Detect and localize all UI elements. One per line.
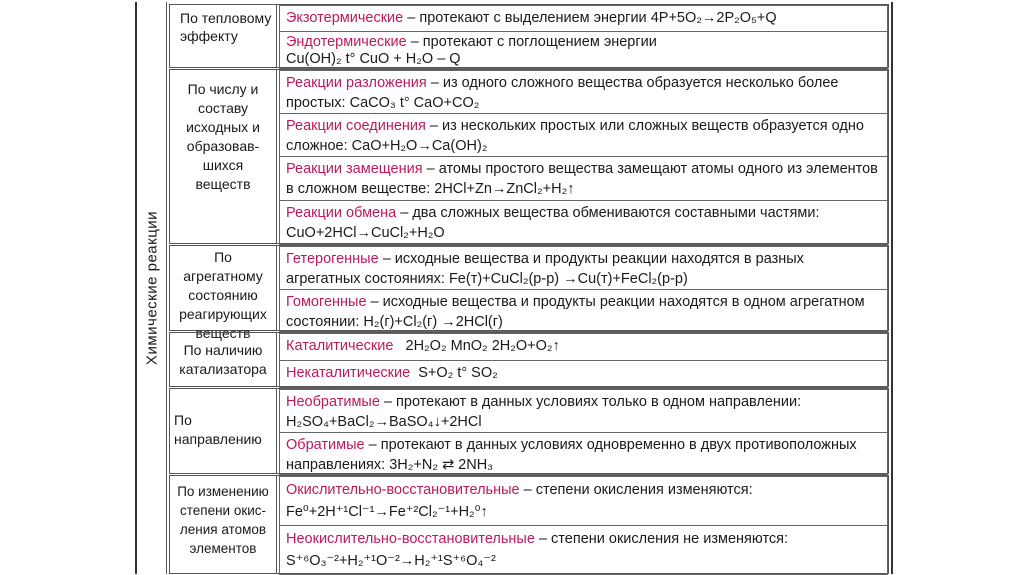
group-aggregate-state (169, 245, 889, 341)
description: – из одного сложного вещества образуется несколько более простых: (286, 75, 839, 111)
description: – протекают с выделением энергии (403, 10, 651, 26)
term: Реакции разложения (286, 75, 427, 91)
group-label: По агрегатному состоянию реагирующих веществ (170, 246, 277, 330)
row-exothermic (279, 5, 888, 32)
term: Каталитические (286, 338, 394, 354)
term: Неокислительно-восстановительные (286, 531, 535, 547)
term: Реакции замещения (286, 161, 423, 177)
term: Гетерогенные (286, 251, 379, 267)
description: – исходные вещества и продукты реакции находятся в разных агрегатных состояниях: (286, 251, 804, 287)
term: Некаталитические (286, 365, 411, 381)
row-non-redox (279, 525, 888, 575)
formula: 3H₂+N₂ ⇄ 2NH₃ (389, 457, 494, 473)
term: Эндотермические (286, 34, 407, 50)
row-catalytic (279, 333, 888, 361)
description: – из нескольких простых или сложных веществ образуется одно сложное: (286, 118, 864, 154)
row-irreversible (279, 389, 888, 433)
term: Окислительно-восстановительные (286, 482, 520, 498)
description: – степени окисления изменяются: (519, 482, 753, 498)
formula: Fe(т)+CuCl₂(р-р) →Cu(т)+FeCl₂(р-р) (448, 271, 688, 287)
row-noncatalytic (279, 360, 888, 388)
group-label: По изменению степени окис-ления атомов элементов (170, 476, 277, 573)
formula: S⁺⁶O₃⁻²+H₂⁺¹O⁻²→H₂⁺¹S⁺⁶O₄⁻² (286, 553, 496, 569)
group-label: По тепловому эффекту (170, 5, 277, 67)
group-label: По числу и составу исходных и образовав-шихся веществ (170, 70, 277, 243)
group-catalyst (169, 332, 889, 387)
description: – два сложных вещества обмениваются составными частями: (396, 205, 820, 221)
formula: CaO+H₂O→Ca(OH)₂ (351, 138, 488, 154)
description: – протекают с поглощением энергии (406, 34, 657, 50)
row-decomposition (279, 70, 888, 114)
side-label: Химические реакции (143, 210, 160, 366)
reactions-classification-table (135, 2, 893, 574)
group-thermal-effect (169, 4, 889, 68)
formula: CuO+2HCl→CuCl₂+H₂O (286, 225, 445, 241)
formula: S+O₂ t° SO₂ (418, 365, 498, 381)
formula: 2HCl+Zn→ZnCl₂+H₂↑ (434, 181, 575, 197)
formula: 4P+5O₂→2P₂O₅+Q (650, 10, 777, 26)
formula: 2H₂O₂ MnO₂ 2H₂O+O₂↑ (405, 338, 560, 354)
row-exchange (279, 200, 888, 245)
side-label-column (137, 2, 167, 574)
group-oxidation-change (169, 475, 889, 574)
description: – атомы простого вещества замещают атомы одного из элементов в сложном веществе: (286, 161, 878, 197)
description: – степени окисления не изменяются: (534, 531, 789, 547)
formula: Cu(OH)₂ t° CuO + H₂O – Q (286, 51, 461, 67)
term: Экзотермические (286, 10, 404, 26)
row-heterogeneous (279, 246, 888, 290)
term: Необратимые (286, 394, 380, 410)
group-direction (169, 388, 889, 474)
row-reversible (279, 432, 888, 475)
row-redox (279, 476, 888, 526)
term: Гомогенные (286, 294, 367, 310)
formula: H₂SO₄+BaCl₂→BaSO₄↓+2HCl (286, 414, 482, 430)
description: – исходные вещества и продукты реакции находятся в одном агрегатном состоянии: (286, 294, 865, 330)
formula: CaCO₃ t° CaO+CO₂ (349, 95, 480, 111)
group-label: По направлению (170, 389, 277, 473)
row-homogeneous (279, 289, 888, 332)
row-endothermic (279, 31, 888, 69)
term: Реакции соединения (286, 118, 426, 134)
formula: Fe⁰+2H⁺¹Cl⁻¹→Fe⁺²Cl₂⁻¹+H₂⁰↑ (286, 504, 488, 520)
group-label: По наличию катализатора (170, 333, 277, 386)
row-combination (279, 113, 888, 157)
description: – протекают в данных условиях одновременно в двух противоположных направлениях: (286, 437, 857, 473)
term: Обратимые (286, 437, 365, 453)
term: Реакции обмена (286, 205, 397, 221)
row-substitution (279, 156, 888, 201)
description: – протекают в данных условиях только в одном направлении: (379, 394, 802, 410)
formula: H₂(г)+Cl₂(г) →2HCl(г) (363, 314, 503, 330)
group-composition (169, 69, 889, 244)
